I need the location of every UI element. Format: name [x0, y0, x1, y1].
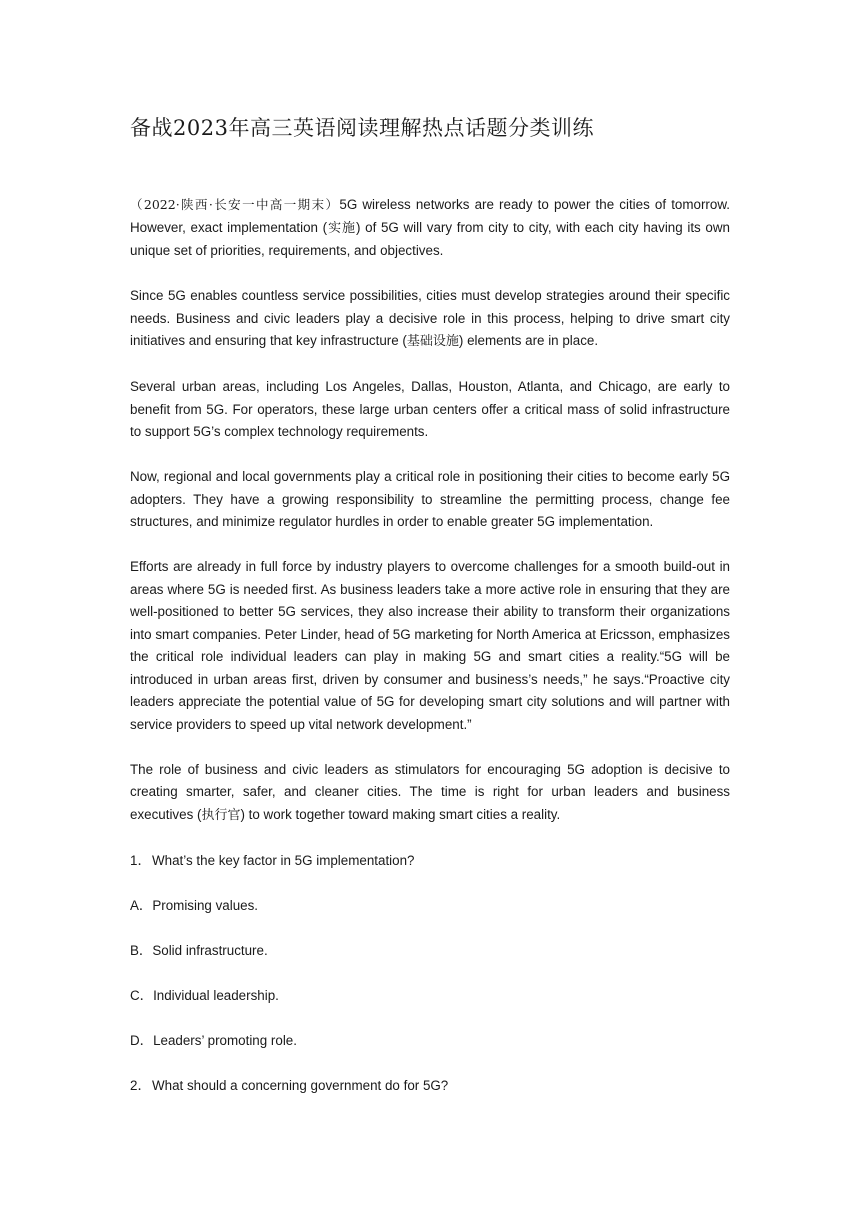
paragraph-text: 5G wireless networks are ready to power the cities of tomorrow. However, exact implementation (: [130, 197, 730, 235]
option-label: B．: [130, 942, 153, 958]
option-b: [130, 940, 730, 963]
question-number: 2．: [130, 1077, 151, 1093]
chinese-gloss: 执行官: [201, 807, 241, 823]
paragraph-text: ) elements are in place.: [458, 333, 599, 348]
question-2: [130, 1075, 730, 1098]
option-label: C．: [130, 987, 154, 1003]
paragraph-4: Now, regional and local governments play a critical role in positioning their cities to become early 5G adopters. They have a growing responsibility to streamline the permitting process, change fee structures, and minimize regulator hurdles in order to enable greater 5G implementation.: [130, 469, 730, 529]
paragraph-1: [130, 194, 730, 263]
question-number: 1．: [130, 852, 151, 868]
source-citation: （2022·陕西·长安一中高一期末）: [130, 197, 340, 212]
paragraph-text: ) of 5G will vary from city to city, with each city having its own unique set of priorities, requirements, and objectives.: [130, 219, 730, 258]
question-text: What should a concerning government do for 5G?: [152, 1077, 449, 1093]
paragraph-text: ) to work together toward making smart cities a reality.: [240, 806, 561, 822]
option-c: [130, 985, 730, 1008]
paragraph-text: The role of business and civic leaders as stimulators for encouraging 5G adoption is decisive to creating smarter, safer, and cleaner cities. The time is right for urban leaders and business executives (: [130, 761, 730, 822]
chinese-gloss: 基础设施: [406, 334, 459, 349]
option-a: [130, 895, 730, 918]
document-body: [130, 194, 730, 1120]
option-text: Individual leadership.: [153, 987, 279, 1003]
paragraph-2: [130, 285, 730, 354]
option-d: [130, 1030, 730, 1053]
option-label: A．: [130, 897, 153, 913]
option-text: Solid infrastructure.: [152, 942, 268, 958]
paragraph-5: Efforts are already in full force by industry players to overcome challenges for a smooth build-out in areas where 5G is needed first. As business leaders take a more active role in ensuring that they are well-positioned to better 5G services, they also increase their ability to transform their organizations into smart companies. Peter Linder, head of 5G marketing for North America at Ericsson, emphasizes the critical role individual leaders can play in making 5G and smart cities a reality.“5G will be introduced in urban areas first, driven by consumer and business’s needs,” he says.“Proactive city leaders appreciate the potential value of 5G for developing smart city solutions and will partner with service providers to speed up vital network development.”: [130, 559, 730, 732]
paragraph-text: Since 5G enables countless service possibilities, cities must develop strategies around their specific needs. Business and civic leaders play a decisive role in this process, helping to drive smart city initiatives and ensuring that key infrastructure (: [130, 288, 730, 348]
question-1: [130, 850, 730, 873]
paragraph-6: [130, 759, 730, 828]
paragraph-3: Several urban areas, including Los Angeles, Dallas, Houston, Atlanta, and Chicago, are early to benefit from 5G. For operators, these large urban centers offer a critical mass of solid infrastructure to support 5G’s complex technology requirements.: [130, 379, 730, 439]
chinese-gloss: 实施: [327, 220, 356, 236]
option-text: Promising values.: [152, 897, 259, 913]
question-text: What’s the key factor in 5G implementation?: [152, 852, 415, 868]
option-label: D．: [130, 1032, 154, 1048]
option-text: Leaders’ promoting role.: [153, 1032, 297, 1048]
document-title: 备战2023年高三英语阅读理解热点话题分类训练: [130, 116, 594, 140]
